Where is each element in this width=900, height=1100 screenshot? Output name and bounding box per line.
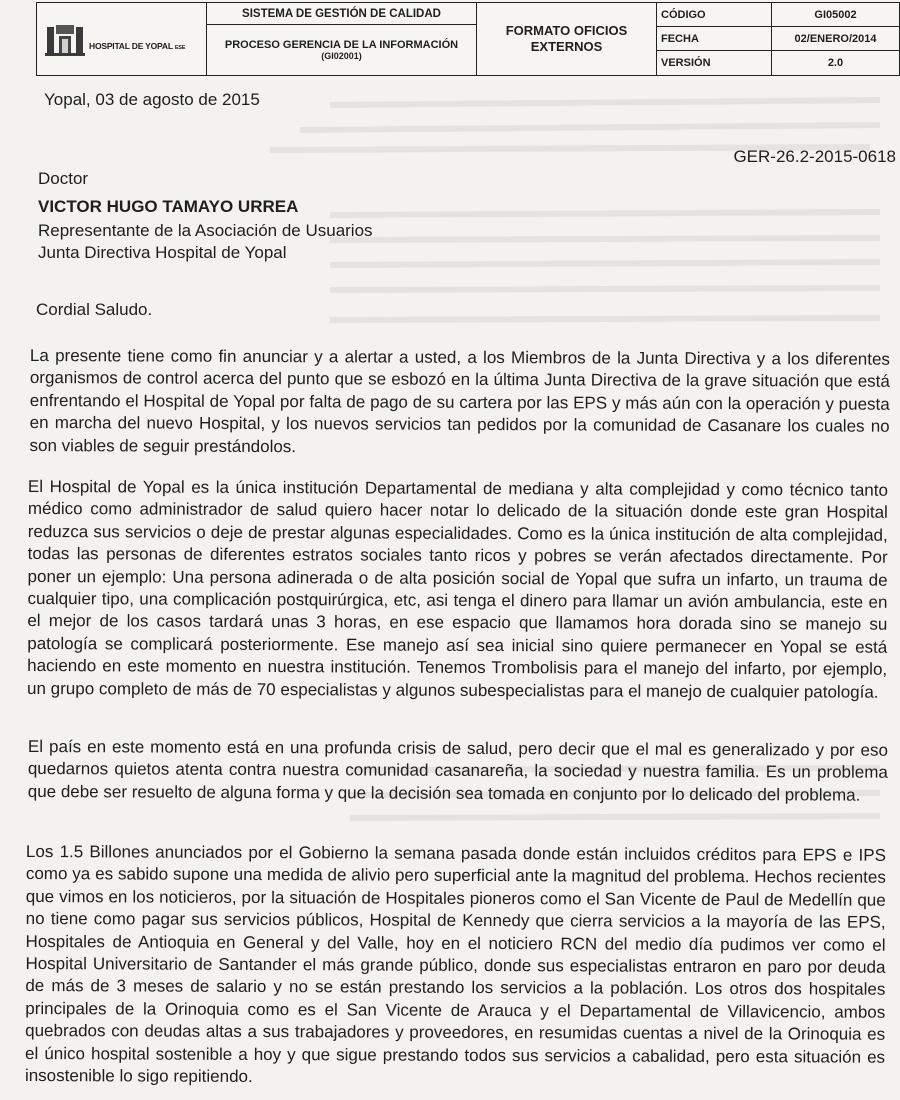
body-paragraph: El país en este momento está en una profunda crisis de salud, pero decir que el mal es generalizado y por eso quedarnos quietos atenta contra nuestra comunidad casanareña, la sociedad y nuestra familia. Es un problema que debe ser resuelto de alguna forma y que la decisión sea tomada en conjunto por lo delicado del problema. (27, 737, 888, 805)
reference-number: GER-26.2-2015-0618 (733, 147, 896, 166)
meta-value: 2.0 (827, 57, 844, 69)
meta-label: VERSIÓN (657, 51, 772, 75)
meta-table (657, 3, 899, 75)
format-title: FORMATO OFICIOS EXTERNOS (477, 3, 657, 75)
recipient-name: VICTOR HUGO TAMAYO URREA (38, 197, 299, 216)
system-cell (207, 3, 477, 75)
process-title: PROCESO GERENCIA DE LA INFORMACIÓN (224, 39, 459, 51)
recipient-salutation: Doctor (38, 169, 89, 188)
system-title: SISTEMA DE GESTIÓN DE CALIDAD (207, 3, 476, 25)
body-paragraph: La presente tiene como fin anunciar y a alertar a usted, a los Miembros de la Junta Directiva y a los diferentes organismos de control acerca del punto que se esbozó en la última Junta Directiva de la grave situación que está enfrentando el Hospital de Yopal por falta de pago de su cartera por las EPS y más aún con la operación y puesta en marcha del nuevo Hospital, y los nuevos servicios tan pedidos por la comunidad de Casanare los cuales no son viables de seguir prestándolos. (29, 346, 890, 456)
process-block (207, 25, 476, 75)
meta-label: FECHA (657, 27, 772, 50)
hospital-logo-icon (45, 21, 85, 57)
recipient-role: Representante de la Asociación de Usuarios (38, 221, 373, 240)
meta-row-version (657, 51, 899, 75)
recipient-organization: Junta Directiva Hospital de Yopal (38, 243, 287, 262)
body-paragraph: El Hospital de Yopal es la única institución Departamental de mediana y alta complejidad y como técnico tanto médico como administrador de salud quiero hacer notar lo delicado de la situación donde este gran Hospital reduzca sus servicios o deje de prestar algunas especialidades. Como es la única institución de alta complejidad, todas las personas de diferentes estratos sociales tanto ricos y pobres se verán afectados directamente. Por poner un ejemplo: Una persona adinerada o de alta posición social de Yopal que sufra un infarto, un trauma de cualquier tipo, una complicación postquirúrgica, etc, asi tenga el dinero para llamar un avión ambulancia, este en el mejor de los casos tardará unas 3 horas, en ese espacio que llamamos hora dorada sino se manejo su patología se complicará posteriormente. Ese manejo así sea inicial sino quiere permanecer en Yopal se está haciendo en este momento en nuestra institución. Tenemos Trombolisis para el manejo del infarto, por ejemplo, un grupo completo de más de 70 especialistas y algunos subespecialistas para el manejo de cualquier patología. (27, 477, 888, 702)
greeting: Cordial Saludo. (36, 300, 153, 319)
meta-value: GI05002 (814, 8, 857, 21)
meta-label: CÓDIGO (657, 3, 772, 26)
process-code: (GI02001) (321, 51, 362, 61)
hospital-logo (37, 3, 207, 75)
hospital-suffix: ESE (174, 45, 186, 51)
meta-row-code (657, 3, 899, 27)
document-header-table (36, 2, 900, 76)
hospital-name: HOSPITAL DE YOPAL ESE (89, 41, 186, 51)
body-paragraph: Los 1.5 Billones anunciados por el Gobierno la semana pasada donde están incluidos créditos para EPS e IPS como ya es sabido supone una medida de alivio pero superficial ante la magnitud del problema. Hechos recientes que vimos en los noticieros, por la situación de Hospitales pioneros como el San Vicente de Paul de Medellín que no tiene como pagar sus servicios públicos, Hospital de Kennedy que cierra servicios a la mayoría de las EPS, Hospitales de Antioquia en General y del Valle, hoy en el noticiero RCN del medio día pudimos ver como el Hospital Universitario de Santander el más grande público, donde sus especialistas entraron en paro por deuda de más de 3 meses de salario y no se están prestando los servicios a la población. Los otros dos hospitales principales de la Orinoquia como es el San Vicente de Arauca y el Departamental de Villavicencio, ambos quebrados con deudas altas a sus trabajadores y proveedores, en resumidas cuentas a nivel de la Orinoquia es el único hospital sostenible a hoy y que sigue prestando todos sus servicios a cabalidad, pero esta situación es insostenible lo sigo repitiendo. (24, 842, 886, 1087)
place-date: Yopal, 03 de agosto de 2015 (44, 90, 260, 109)
meta-row-date (657, 27, 899, 51)
meta-value: 02/ENERO/2014 (794, 32, 877, 45)
